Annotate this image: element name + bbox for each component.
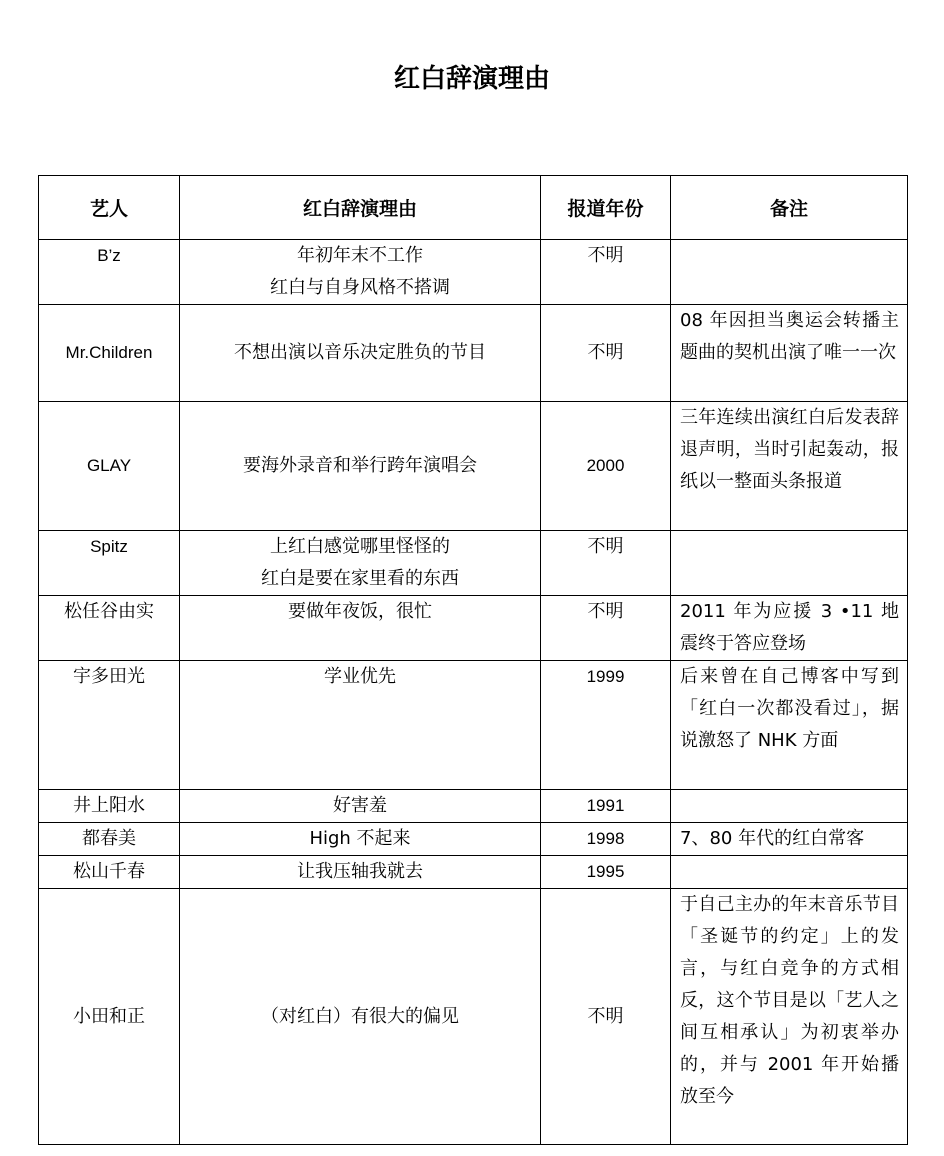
reason-cell xyxy=(180,240,541,305)
table-header-row xyxy=(39,176,908,240)
note-cell xyxy=(671,531,908,596)
artist-cell: 都春美 xyxy=(39,823,180,856)
artist-cell: Spitz xyxy=(39,531,180,596)
header-artist: 艺人 xyxy=(39,176,180,240)
table-row xyxy=(39,305,908,402)
reason-cell xyxy=(180,531,541,596)
table-row xyxy=(39,661,908,790)
year-cell: 不明 xyxy=(541,305,671,402)
year-cell: 1991 xyxy=(541,790,671,823)
note-cell xyxy=(671,856,908,889)
table-row xyxy=(39,240,908,305)
year-cell: 1995 xyxy=(541,856,671,889)
artist-cell: GLAY xyxy=(39,402,180,531)
reason-cell: 要做年夜饭，很忙 xyxy=(180,596,541,661)
note-cell xyxy=(671,790,908,823)
table-row xyxy=(39,596,908,661)
reason-cell: （对红白）有很大的偏见 xyxy=(180,889,541,1145)
reason-cell: 让我压轴我就去 xyxy=(180,856,541,889)
reasons-table xyxy=(38,175,908,1145)
reason-text: 年初年末不工作 红白与自身风格不搭调 xyxy=(270,245,450,298)
reason-cell: High 不起来 xyxy=(180,823,541,856)
artist-cell: 井上阳水 xyxy=(39,790,180,823)
note-cell: 于自己主办的年末音乐节目「圣诞节的约定」上的发言，与红白竞争的方式相反，这个节目是以「艺人之间互相承认」为初衷举办的，并与 2001 年开始播放至今 xyxy=(671,889,908,1145)
table-row xyxy=(39,402,908,531)
reason-text: 上红白感觉哪里怪怪的 红白是要在家里看的东西 xyxy=(261,536,459,589)
year-cell: 不明 xyxy=(541,531,671,596)
note-cell: 三年连续出演红白后发表辞退声明，当时引起轰动，报纸以一整面头条报道 xyxy=(671,402,908,531)
table-row xyxy=(39,856,908,889)
table-row xyxy=(39,790,908,823)
page-title: 红白辞演理由 xyxy=(393,64,550,94)
note-cell: 后来曾在自己博客中写到「红白一次都没看过」，据说激怒了 NHK 方面 xyxy=(671,661,908,790)
header-reason: 红白辞演理由 xyxy=(180,176,541,240)
artist-cell: B’z xyxy=(39,240,180,305)
table-row xyxy=(39,823,908,856)
reason-cell: 要海外录音和举行跨年演唱会 xyxy=(180,402,541,531)
year-cell: 2000 xyxy=(541,402,671,531)
table-row xyxy=(39,889,908,1145)
note-cell: 2011 年为应援 3 •11 地震终于答应登场 xyxy=(671,596,908,661)
artist-cell: 宇多田光 xyxy=(39,661,180,790)
note-cell: 08 年因担当奥运会转播主题曲的契机出演了唯一一次 xyxy=(671,305,908,402)
note-cell xyxy=(671,240,908,305)
year-cell: 不明 xyxy=(541,889,671,1145)
artist-cell: 松山千春 xyxy=(39,856,180,889)
reason-cell: 不想出演以音乐决定胜负的节目 xyxy=(180,305,541,402)
year-cell: 不明 xyxy=(541,240,671,305)
year-cell: 1998 xyxy=(541,823,671,856)
artist-cell: Mr.Children xyxy=(39,305,180,402)
header-note: 备注 xyxy=(671,176,908,240)
reason-cell: 好害羞 xyxy=(180,790,541,823)
artist-cell: 松任谷由实 xyxy=(39,596,180,661)
note-cell: 7、80 年代的红白常客 xyxy=(671,823,908,856)
year-cell: 不明 xyxy=(541,596,671,661)
header-year: 报道年份 xyxy=(541,176,671,240)
artist-cell: 小田和正 xyxy=(39,889,180,1145)
reason-cell: 学业优先 xyxy=(180,661,541,790)
table-row xyxy=(39,531,908,596)
year-cell: 1999 xyxy=(541,661,671,790)
